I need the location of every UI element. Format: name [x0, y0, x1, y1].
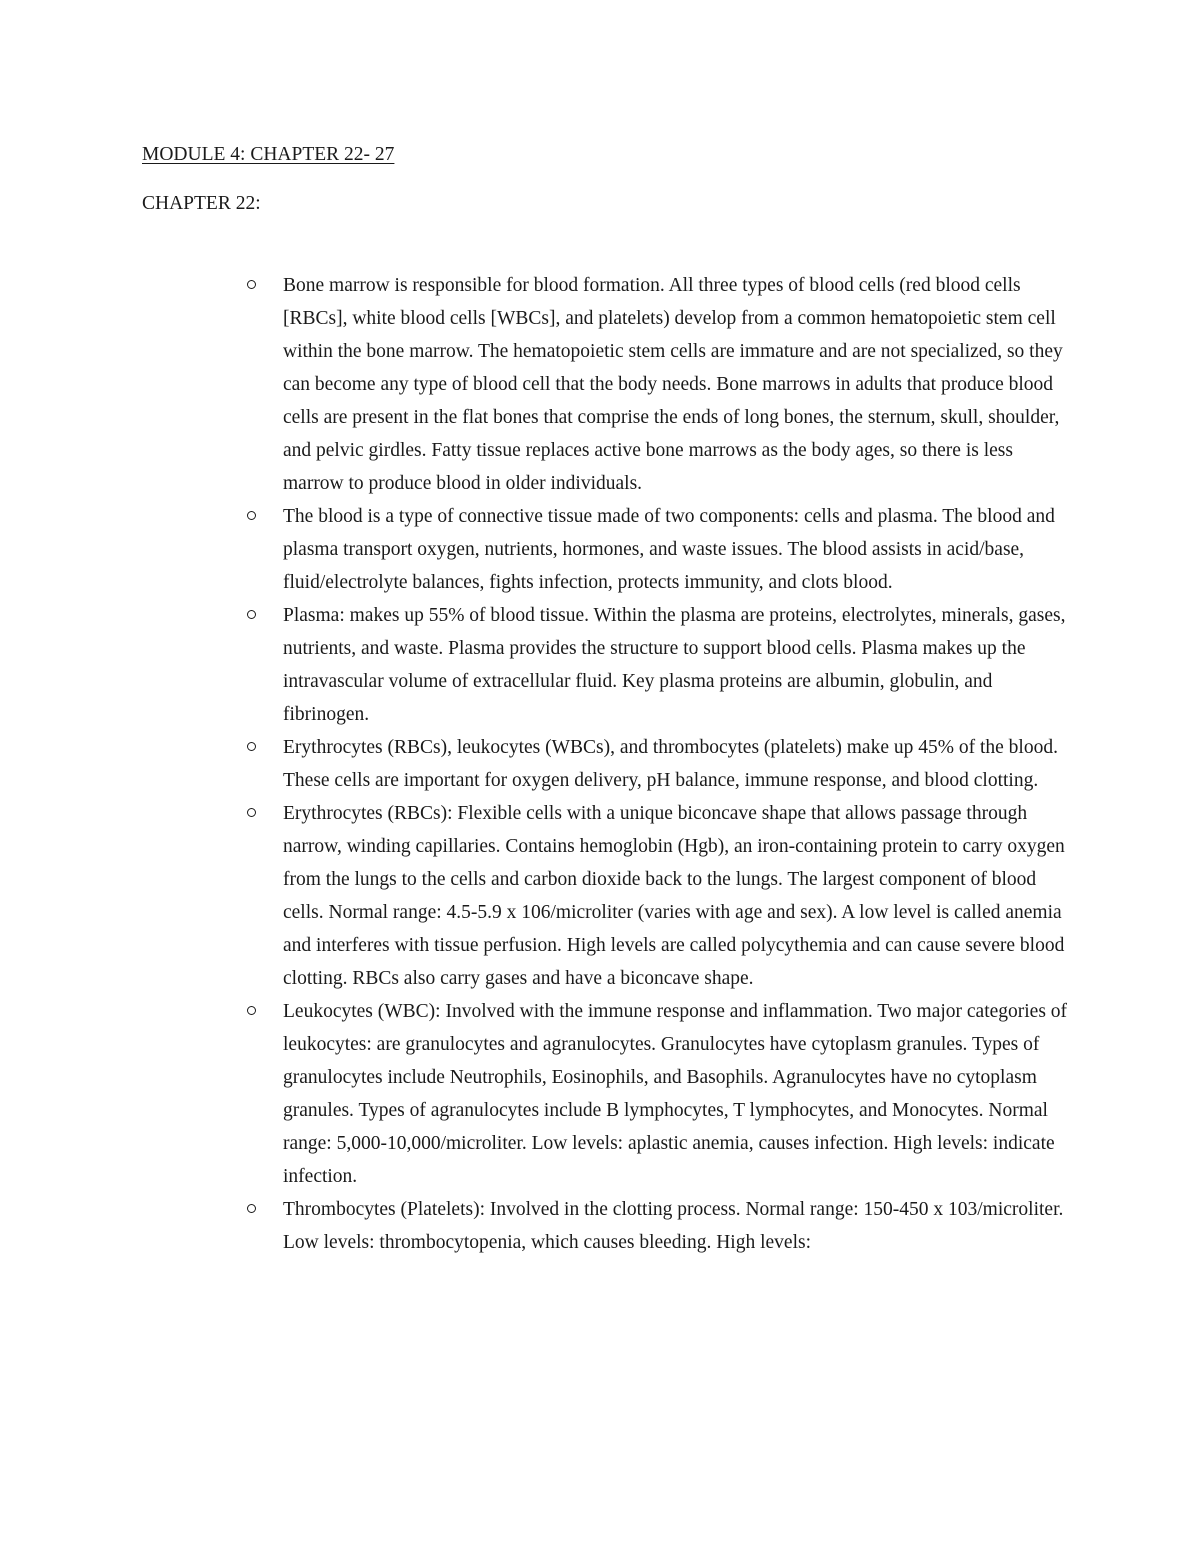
bullet-item-plasma [246, 599, 1076, 731]
bullet-text: Bone marrow is responsible for blood formation. All three types of blood cells (red blood cells [RBCs], white blood cells [WBCs], and platelets) develop from a common hematopoietic stem cell within the bone marrow. The hematopoietic stem cells are immature and are not specialized, so they can become any type of blood cell that the body needs. Bone marrows in adults that produce blood cells are present in the flat bones that comprise the ends of long bones, the sternum, skull, shoulder, and pelvic girdles. Fatty tissue replaces active bone marrows as the body ages, so there is less marrow to produce blood in older individuals. [283, 275, 1063, 494]
chapter-heading: CHAPTER 22: [142, 193, 261, 214]
hollow-circle-icon [247, 610, 256, 619]
hollow-circle-icon [247, 511, 256, 520]
module-title: MODULE 4: CHAPTER 22- 27 [142, 144, 395, 165]
bullet-item-erythrocytes [246, 797, 1076, 995]
hollow-circle-icon [247, 742, 256, 751]
bullet-item-blood-cells [246, 731, 1076, 797]
bullet-item-bone-marrow [246, 269, 1076, 500]
bullet-text: Plasma: makes up 55% of blood tissue. Within the plasma are proteins, electrolytes, minerals, gases, nutrients, and waste. Plasma provides the structure to support blood cells. Plasma makes up the intravascular volume of extracellular fluid. Key plasma proteins are albumin, globulin, and fibrinogen. [283, 605, 1066, 725]
bullet-text: Leukocytes (WBC): Involved with the immune response and inflammation. Two major categories of leukocytes: are granulocytes and agranulocytes. Granulocytes have cytoplasm granules. Types of granulocytes include Neutrophils, Eosinophils, and Basophils. Agranulocytes have no cytoplasm granules. Types of agranulocytes include B lymphocytes, T lymphocytes, and Monocytes. Normal range: 5,000-10,000/microliter. Low levels: aplastic anemia, causes infection. High levels: indicate infection. [283, 1001, 1068, 1187]
hollow-circle-icon [247, 280, 256, 289]
bullet-list [246, 269, 1076, 1259]
bullet-item-blood-components [246, 500, 1076, 599]
bullet-text: Erythrocytes (RBCs): Flexible cells with a unique biconcave shape that allows passage through narrow, winding capillaries. Contains hemoglobin (Hgb), an iron-containing protein to carry oxygen from the lungs to the cells and carbon dioxide back to the lungs. The largest component of blood cells. Normal range: 4.5-5.9 x 106/microliter (varies with age and sex). A low level is called anemia and interferes with tissue perfusion. High levels are called polycythemia and can cause severe blood clotting. RBCs also carry gases and have a biconcave shape. [283, 803, 1065, 989]
bullet-text: Erythrocytes (RBCs), leukocytes (WBCs), and thrombocytes (platelets) make up 45% of the blood. These cells are important for oxygen delivery, pH balance, immune response, and blood clotting. [283, 737, 1058, 791]
bullet-item-leukocytes [246, 995, 1076, 1193]
bullet-text: Thrombocytes (Platelets): Involved in the clotting process. Normal range: 150-450 x 103/microliter. Low levels: thrombocytopenia, which causes bleeding. High levels: [283, 1199, 1064, 1253]
hollow-circle-icon [247, 808, 256, 817]
bullet-text: The blood is a type of connective tissue made of two components: cells and plasma. The blood and plasma transport oxygen, nutrients, hormones, and waste issues. The blood assists in acid/base, fluid/electrolyte balances, fights infection, protects immunity, and clots blood. [283, 506, 1055, 593]
bullet-item-thrombocytes [246, 1193, 1076, 1259]
hollow-circle-icon [247, 1006, 256, 1015]
hollow-circle-icon [247, 1204, 256, 1213]
